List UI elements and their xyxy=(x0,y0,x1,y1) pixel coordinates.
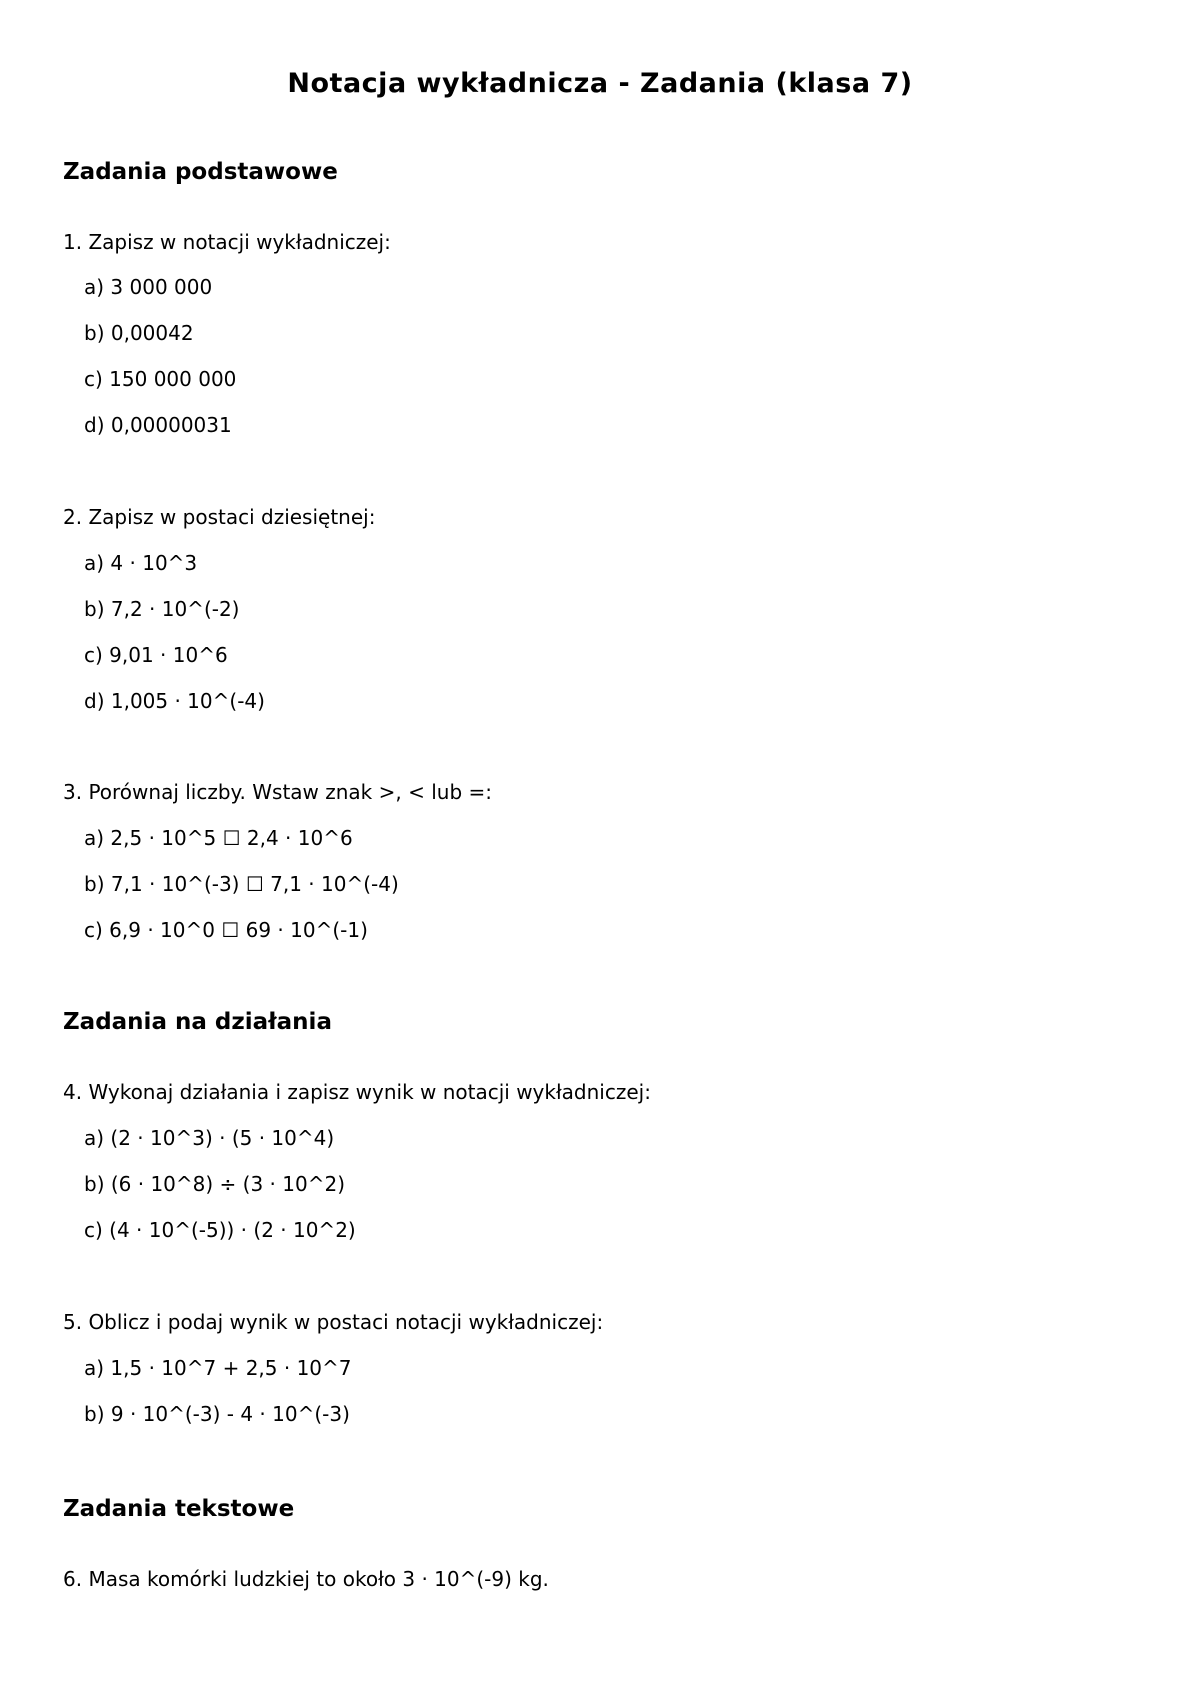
task-6-prompt: 6. Masa komórki ludzkiej to około 3 · 10^(-9) kg. xyxy=(63,1567,549,1591)
task-2-item-d: d) 1,005 · 10^(-4) xyxy=(84,689,265,713)
task-3-item-b: b) 7,1 · 10^(-3) ☐ 7,1 · 10^(-4) xyxy=(84,872,399,896)
task-5-item-a: a) 1,5 · 10^7 + 2,5 · 10^7 xyxy=(84,1356,352,1380)
section-heading-operations: Zadania na działania xyxy=(63,1009,332,1035)
task-1-item-c: c) 150 000 000 xyxy=(84,367,237,391)
task-4-item-b: b) (6 · 10^8) ÷ (3 · 10^2) xyxy=(84,1172,345,1196)
page-title: Notacja wykładnicza - Zadania (klasa 7) xyxy=(287,68,913,99)
task-2-item-a: a) 4 · 10^3 xyxy=(84,551,198,575)
section-heading-word-problems: Zadania tekstowe xyxy=(63,1496,295,1522)
task-5-item-b: b) 9 · 10^(-3) - 4 · 10^(-3) xyxy=(84,1402,350,1426)
task-1-prompt: 1. Zapisz w notacji wykładniczej: xyxy=(63,230,391,254)
task-3-item-a: a) 2,5 · 10^5 ☐ 2,4 · 10^6 xyxy=(84,826,353,850)
task-1-item-a: a) 3 000 000 xyxy=(84,275,213,299)
task-4-prompt: 4. Wykonaj działania i zapisz wynik w notacji wykładniczej: xyxy=(63,1080,651,1104)
task-1-item-d: d) 0,00000031 xyxy=(84,413,232,437)
task-2-item-b: b) 7,2 · 10^(-2) xyxy=(84,597,240,621)
task-3-prompt: 3. Porównaj liczby. Wstaw znak >, < lub =: xyxy=(63,780,492,804)
task-4-item-c: c) (4 · 10^(-5)) · (2 · 10^2) xyxy=(84,1218,356,1242)
task-5-prompt: 5. Oblicz i podaj wynik w postaci notacji wykładniczej: xyxy=(63,1310,604,1334)
section-heading-basic: Zadania podstawowe xyxy=(63,159,338,185)
task-1-item-b: b) 0,00042 xyxy=(84,321,194,345)
task-2-prompt: 2. Zapisz w postaci dziesiętnej: xyxy=(63,505,376,529)
task-2-item-c: c) 9,01 · 10^6 xyxy=(84,643,228,667)
task-4-item-a: a) (2 · 10^3) · (5 · 10^4) xyxy=(84,1126,335,1150)
task-3-item-c: c) 6,9 · 10^0 ☐ 69 · 10^(-1) xyxy=(84,918,368,942)
